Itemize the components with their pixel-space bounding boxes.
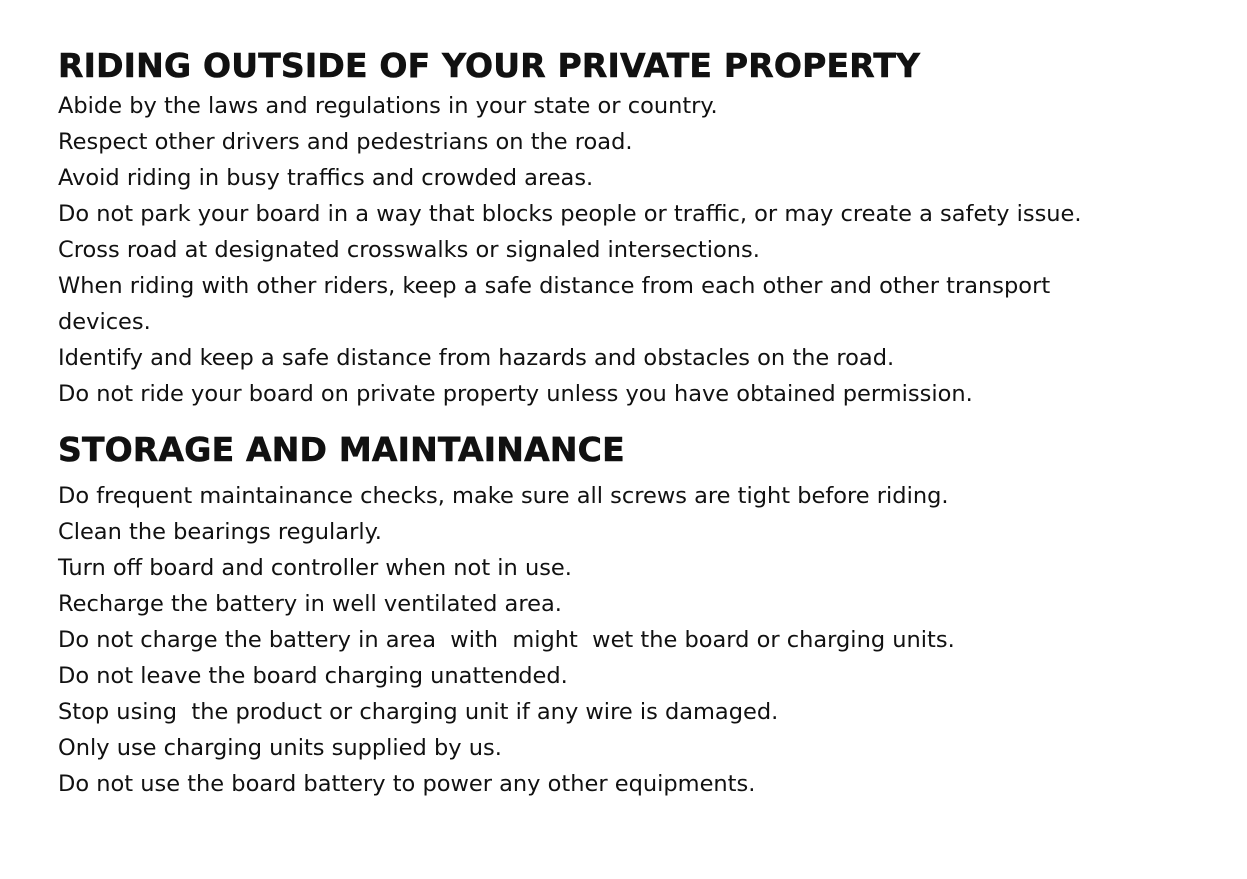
list-item: When riding with other riders, keep a safe distance from each other and other transport devices. bbox=[58, 273, 1051, 335]
list-item: Clean the bearings regularly. bbox=[58, 519, 382, 545]
storage-guidelines-list bbox=[58, 478, 1228, 802]
list-item: Recharge the battery in well ventilated area. bbox=[58, 591, 562, 617]
section-title-riding: RIDING OUTSIDE OF YOUR PRIVATE PROPERTY bbox=[58, 46, 921, 85]
list-item: Cross road at designated crosswalks or signaled intersections. bbox=[58, 237, 760, 263]
list-item: Turn off board and controller when not in use. bbox=[58, 555, 572, 581]
list-item: Abide by the laws and regulations in your state or country. bbox=[58, 93, 718, 119]
section-title-storage: STORAGE AND MAINTAINANCE bbox=[58, 430, 625, 469]
list-item: Do frequent maintainance checks, make sure all screws are tight before riding. bbox=[58, 483, 949, 509]
list-item: Stop using the product or charging unit if any wire is damaged. bbox=[58, 699, 779, 725]
list-item: Identify and keep a safe distance from hazards and obstacles on the road. bbox=[58, 345, 895, 371]
list-item: Respect other drivers and pedestrians on the road. bbox=[58, 129, 633, 155]
list-item: Do not ride your board on private property unless you have obtained permission. bbox=[58, 381, 973, 407]
list-item: Do not park your board in a way that blocks people or traffic, or may create a safety issue. bbox=[58, 201, 1082, 227]
document-page bbox=[58, 44, 1228, 802]
list-item: Avoid riding in busy traffics and crowded areas. bbox=[58, 165, 594, 191]
list-item: Only use charging units supplied by us. bbox=[58, 735, 502, 761]
list-item: Do not charge the battery in area with might wet the board or charging units. bbox=[58, 627, 955, 653]
list-item: Do not leave the board charging unattended. bbox=[58, 663, 568, 689]
list-item: Do not use the board battery to power any other equipments. bbox=[58, 771, 756, 797]
riding-guidelines-list bbox=[58, 88, 1228, 412]
